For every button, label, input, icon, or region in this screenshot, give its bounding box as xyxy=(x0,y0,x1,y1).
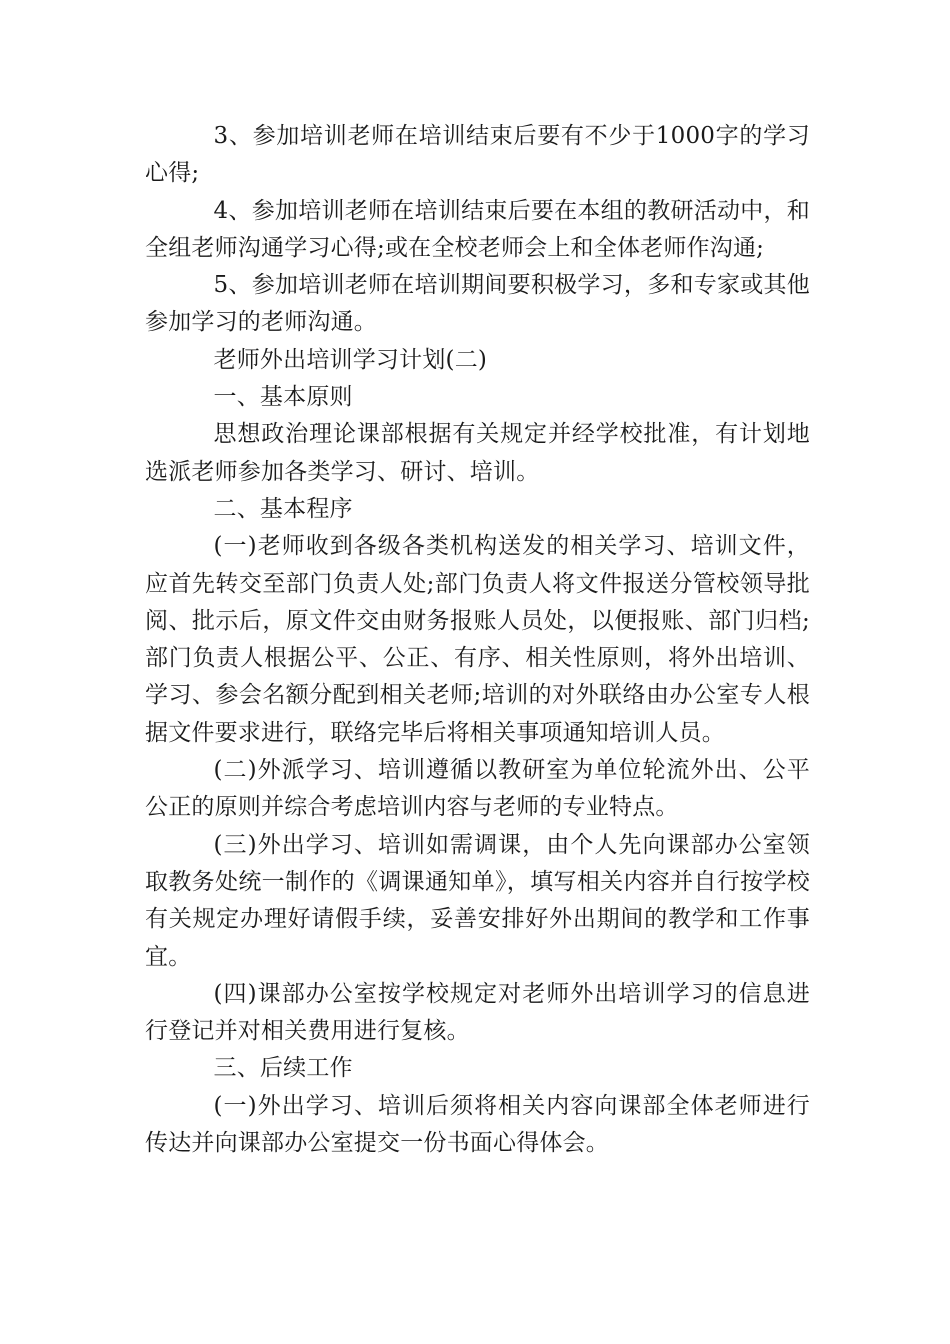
heading-follow-up: 三、后续工作 xyxy=(213,1055,353,1082)
paragraph-item-4: 4、参加培训老师在培训结束后要在本组的教研活动中，和全组老师沟通学习心得;或在全校老师会上和全体老师作沟通; xyxy=(145,197,810,261)
paragraph-item-3: 3、参加培训老师在培训结束后要有不少于1000字的学习心得; xyxy=(145,123,810,187)
paragraph-procedure-3: (三)外出学习、培训如需调课，由个人先向课部办公室领取教务处统一制作的《调课通知单》，填写相关内容并自行按学校有关规定办理好请假手续，妥善安排好外出期间的教学和工作事宜。 xyxy=(145,831,810,970)
paragraph-principles: 思想政治理论课部根据有关规定并经学校批准，有计划地选派老师参加各类学习、研讨、培训。 xyxy=(145,421,810,485)
paragraph-procedure-2: (二)外派学习、培训遵循以教研室为单位轮流外出、公平公正的原则并综合考虑培训内容与老师的专业特点。 xyxy=(145,757,810,821)
section-title: 老师外出培训学习计划(二) xyxy=(213,346,488,373)
paragraph-follow-up-1: (一)外出学习、培训后须将相关内容向课部全体老师进行传达并向课部办公室提交一份书面心得体会。 xyxy=(145,1092,810,1157)
paragraph-item-5: 5、参加培训老师在培训期间要积极学习，多和专家或其他参加学习的老师沟通。 xyxy=(145,272,810,336)
document-body xyxy=(145,118,810,1162)
heading-basic-procedure: 二、基本程序 xyxy=(213,495,353,522)
heading-basic-principles: 一、基本原则 xyxy=(213,384,353,411)
paragraph-procedure-1: (一)老师收到各级各类机构送发的相关学习、培训文件，应首先转交至部门负责人处;部门负责人将文件报送分管校领导批阅、批示后，原文件交由财务报账人员处，以便报账、部门归档;部门负责人根据公平、公正、有序、相关性原则，将外出培训、学习、参会名额分配到相关老师;培训的对外联络由办公室专人根据文件要求进行，联络完毕后将相关事项通知培训人员。 xyxy=(145,533,810,746)
paragraph-procedure-4: (四)课部办公室按学校规定对老师外出培训学习的信息进行登记并对相关费用进行复核。 xyxy=(145,980,810,1045)
